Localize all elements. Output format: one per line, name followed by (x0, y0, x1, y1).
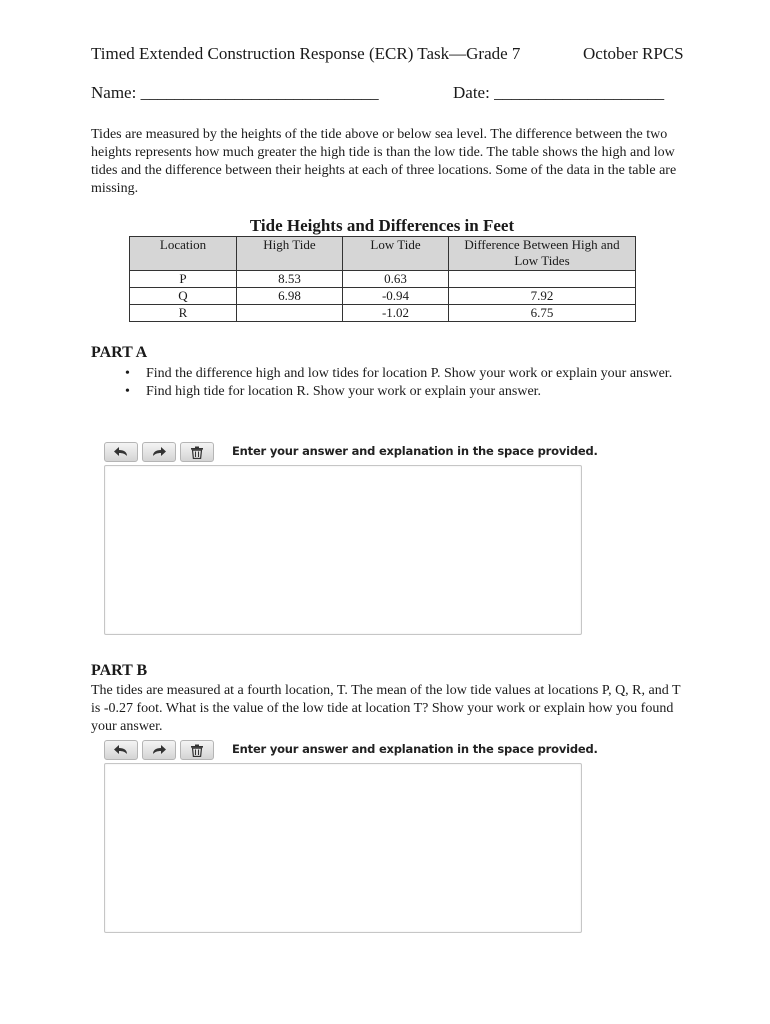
cell-location: R (130, 305, 237, 322)
part-b-heading: PART B (91, 662, 148, 679)
trash-icon (190, 446, 204, 459)
table-row (130, 305, 636, 322)
col-header-high-tide: High Tide (237, 237, 343, 271)
task-title: Timed Extended Construction Response (ECR) Task—Grade 7 (91, 44, 521, 63)
list-item (117, 365, 677, 383)
table-title: Tide Heights and Differences in Feet (249, 216, 515, 235)
cell-high-tide: 6.98 (237, 288, 343, 305)
part-a-bullet-text: Find the difference high and low tides for location P. Show your work or explain your answer. (146, 366, 673, 381)
cell-high-tide (237, 305, 343, 322)
part-b-editor-toolbar (104, 740, 598, 760)
cell-difference: 6.75 (449, 305, 636, 322)
redo-button[interactable] (142, 442, 176, 462)
part-a-bullet-text: Find high tide for location R. Show your work or explain your answer. (146, 384, 542, 399)
part-a-answer-input[interactable] (104, 465, 582, 635)
table-row (130, 288, 636, 305)
clear-button[interactable] (180, 442, 214, 462)
bullet-dot-icon: • (125, 384, 130, 399)
editor-instruction: Enter your answer and explanation in the space provided. (232, 444, 598, 458)
col-header-difference: Difference Between High and Low Tides (449, 237, 636, 271)
editor-instruction: Enter your answer and explanation in the space provided. (232, 742, 598, 756)
cell-low-tide: -0.94 (343, 288, 449, 305)
table-header-row (130, 237, 636, 271)
cell-high-tide: 8.53 (237, 271, 343, 288)
redo-button[interactable] (142, 740, 176, 760)
trash-icon (190, 744, 204, 757)
col-header-location: Location (130, 237, 237, 271)
tide-table (129, 236, 636, 322)
intro-paragraph: Tides are measured by the heights of the tide above or below sea level. The difference between the two heights represents how much greater the high tide is than the low tide. The table shows the high and low tides and the difference between their heights at each of three locations. Some of the data in the table are missing. (91, 127, 677, 196)
clear-button[interactable] (180, 740, 214, 760)
part-a-heading: PART A (91, 344, 148, 361)
cell-location: P (130, 271, 237, 288)
date-field-label: Date: ____________________ (453, 83, 665, 102)
part-a-bullet-list (117, 365, 677, 401)
list-item (117, 383, 677, 401)
part-a-editor-toolbar (104, 442, 598, 462)
undo-icon (113, 744, 129, 756)
part-b-answer-input[interactable] (104, 763, 582, 933)
org-label: October RPCS (583, 44, 684, 63)
col-header-low-tide: Low Tide (343, 237, 449, 271)
table-row (130, 271, 636, 288)
part-b-question: The tides are measured at a fourth location, T. The mean of the low tide values at locations P, Q, R, and T is -0.27 foot. What is the value of the low tide at location T? Show your work or explain how you found your answer. (91, 683, 681, 734)
redo-icon (151, 446, 167, 458)
cell-location: Q (130, 288, 237, 305)
cell-low-tide: 0.63 (343, 271, 449, 288)
undo-button[interactable] (104, 740, 138, 760)
undo-button[interactable] (104, 442, 138, 462)
redo-icon (151, 744, 167, 756)
undo-icon (113, 446, 129, 458)
cell-difference: 7.92 (449, 288, 636, 305)
cell-difference (449, 271, 636, 288)
bullet-dot-icon: • (125, 366, 130, 381)
cell-low-tide: -1.02 (343, 305, 449, 322)
name-field-label: Name: ____________________________ (91, 83, 379, 102)
